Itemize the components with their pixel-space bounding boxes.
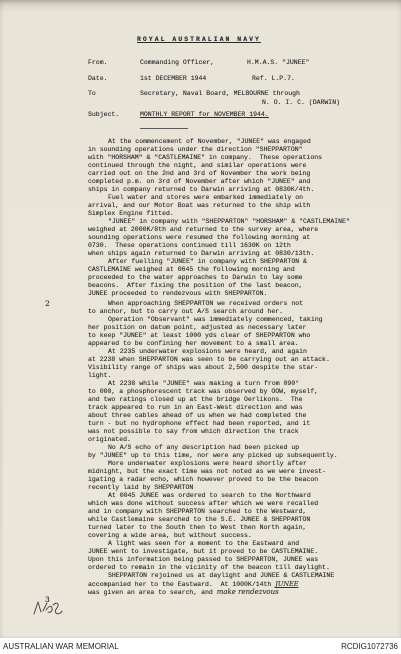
body-paragraph: More underwater explosions were heard shortly after midnight, but the exact time was not noted as we were invest- igating a radar echo, which however proved to be the beacon recently laid by SHEPPARTON [88,460,326,491]
margin-number: 3 [45,595,50,604]
body-paragraph: "JUNEE" in company with "SHEPPARTON" "HORSHAM" & "CASTLEMAINE" weighed at 2000K/8th and returned to the survey area, where sounding operations were resumed the following morning at 0730. These operations continued till 1630K on 12th when ships again returned to Darwin arriving at 0830/13th. [88,218,350,257]
typed-text: accompanied her to the Eastward. At 1000K/14th [88,581,276,588]
body-paragraph: After fuelling "JUNEE" in company with SHEPPARTON & CASTLEMAINE weighed at 0645 the following morning and proceeded to the water approaches to Darwin to lay some beacons. After fixing the position of the last beacon, JUNEE proceeded to rendezvous with SHEPPARTON. [88,258,307,297]
body-paragraph: Fuel water and stores were embarked immediately on arrival, and our Motor Boat was returned to the ship with Simplex Engine fitted. [88,194,311,217]
reference: Ref. L.P.7. [252,75,295,82]
to-value-continued: N. O. I. C. (DARWIN) [262,99,341,106]
final-paragraph-line [88,580,350,588]
archive-footer [0,638,401,654]
handwritten-insertion: JUNEE [275,580,299,588]
subject-label: Subject. [88,111,120,118]
date-label: Date. [88,75,108,82]
report-body [88,138,350,596]
final-paragraph-line: SHEPPARTON rejoined us at daylight and JUNEE & CASTLEMAINE [108,572,335,579]
to-label: To [88,90,96,97]
body-paragraph: At the commencement of November, "JUNEE" was engaged in sounding operations under the direction "SHEPPARTON" with "HORSHAM" & "CASTLEMAINE" in company. These operations continued through the night, and similar operations were carried out on the 2nd and 3rd of November the work being completed p.m. on 3rd of November after which "JUNEE" and ships in company returned to Darwin arriving at 0830K/4th. [88,138,323,193]
body-paragraph: At 2235 underwater explosions were heard, and again at 2238 when SHEPPARTON was seen to be carrying out an attack. Visibility range of ships was about 2,500 despite the star- light. [88,348,330,379]
body-paragraph: When approaching SHEPPARTON we received orders not to anchor, but to carry out A/S search around her. [88,300,304,315]
margin-number: 2 [45,299,50,308]
body-paragraph: At 0045 JUNEE was ordered to search to the Northward which was done without success after which we were recalled and in company with SHEPPARTON searched to the Westward, while Castlemaine searched to the S.E. JUNEE & SHEPPARTON turned later to the South then to West then North again, covering a wide area, but without success. [88,492,319,539]
letterhead: ROYAL AUSTRALIAN NAVY [137,36,261,43]
date-value: 1st DECEMBER 1944 [140,75,207,82]
to-value: Secretary, Naval Board, MELBOURNE through [140,90,300,97]
body-paragraph: No A/S echo of any description had been picked up by "JUNEE" up to this time, nor were any picked up subsequently. [88,444,338,459]
typed-text: was given an area to search, and [88,589,217,596]
final-paragraph-line [88,588,350,596]
body-paragraph: A light was seen for a moment to the Eastward and JUNEE went to investigate, but it proved to be CASTLEMAINE. Upon this information being passed to SHEPPARTON, JUNEE was ordered to remain in the vicinity of the beacon till daylight. [88,540,330,571]
from-value: Commanding Officer, [140,59,215,66]
handwritten-initials [32,596,64,618]
body-paragraph: At 2238 while "JUNEE" was making a turn from 090° to 000, a phosphorescent track was observed by OOW, myself, and two ratings closed up at the bridge Oerlikons. The track appeared to run in an East-West direction and was about three cables ahead of us when we had completed the turn - but no hydrophone effect had been reported, and it was not possible to say from which direction the track originated. [88,380,319,443]
handwritten-insertion: make rendezvous [216,588,279,596]
archive-name: AUSTRALIAN WAR MEMORIAL [3,642,119,651]
header-rule [140,128,188,129]
from-label: From. [88,59,108,66]
subject-value: MONTHLY REPORT for NOVEMBER 1944. [140,111,269,118]
from-ship: H.M.A.S. "JUNEE" [247,59,310,66]
archive-item-id: RCDIG1072736 [341,642,398,651]
body-paragraph: Operation "Observant" was immediately commenced, taking her position on datum point, adjusted as necessary later to keep "JUNEE" at least 1000 yds clear of SHEPPARTON who appeared to be confining her movement to a small area. [88,316,323,347]
